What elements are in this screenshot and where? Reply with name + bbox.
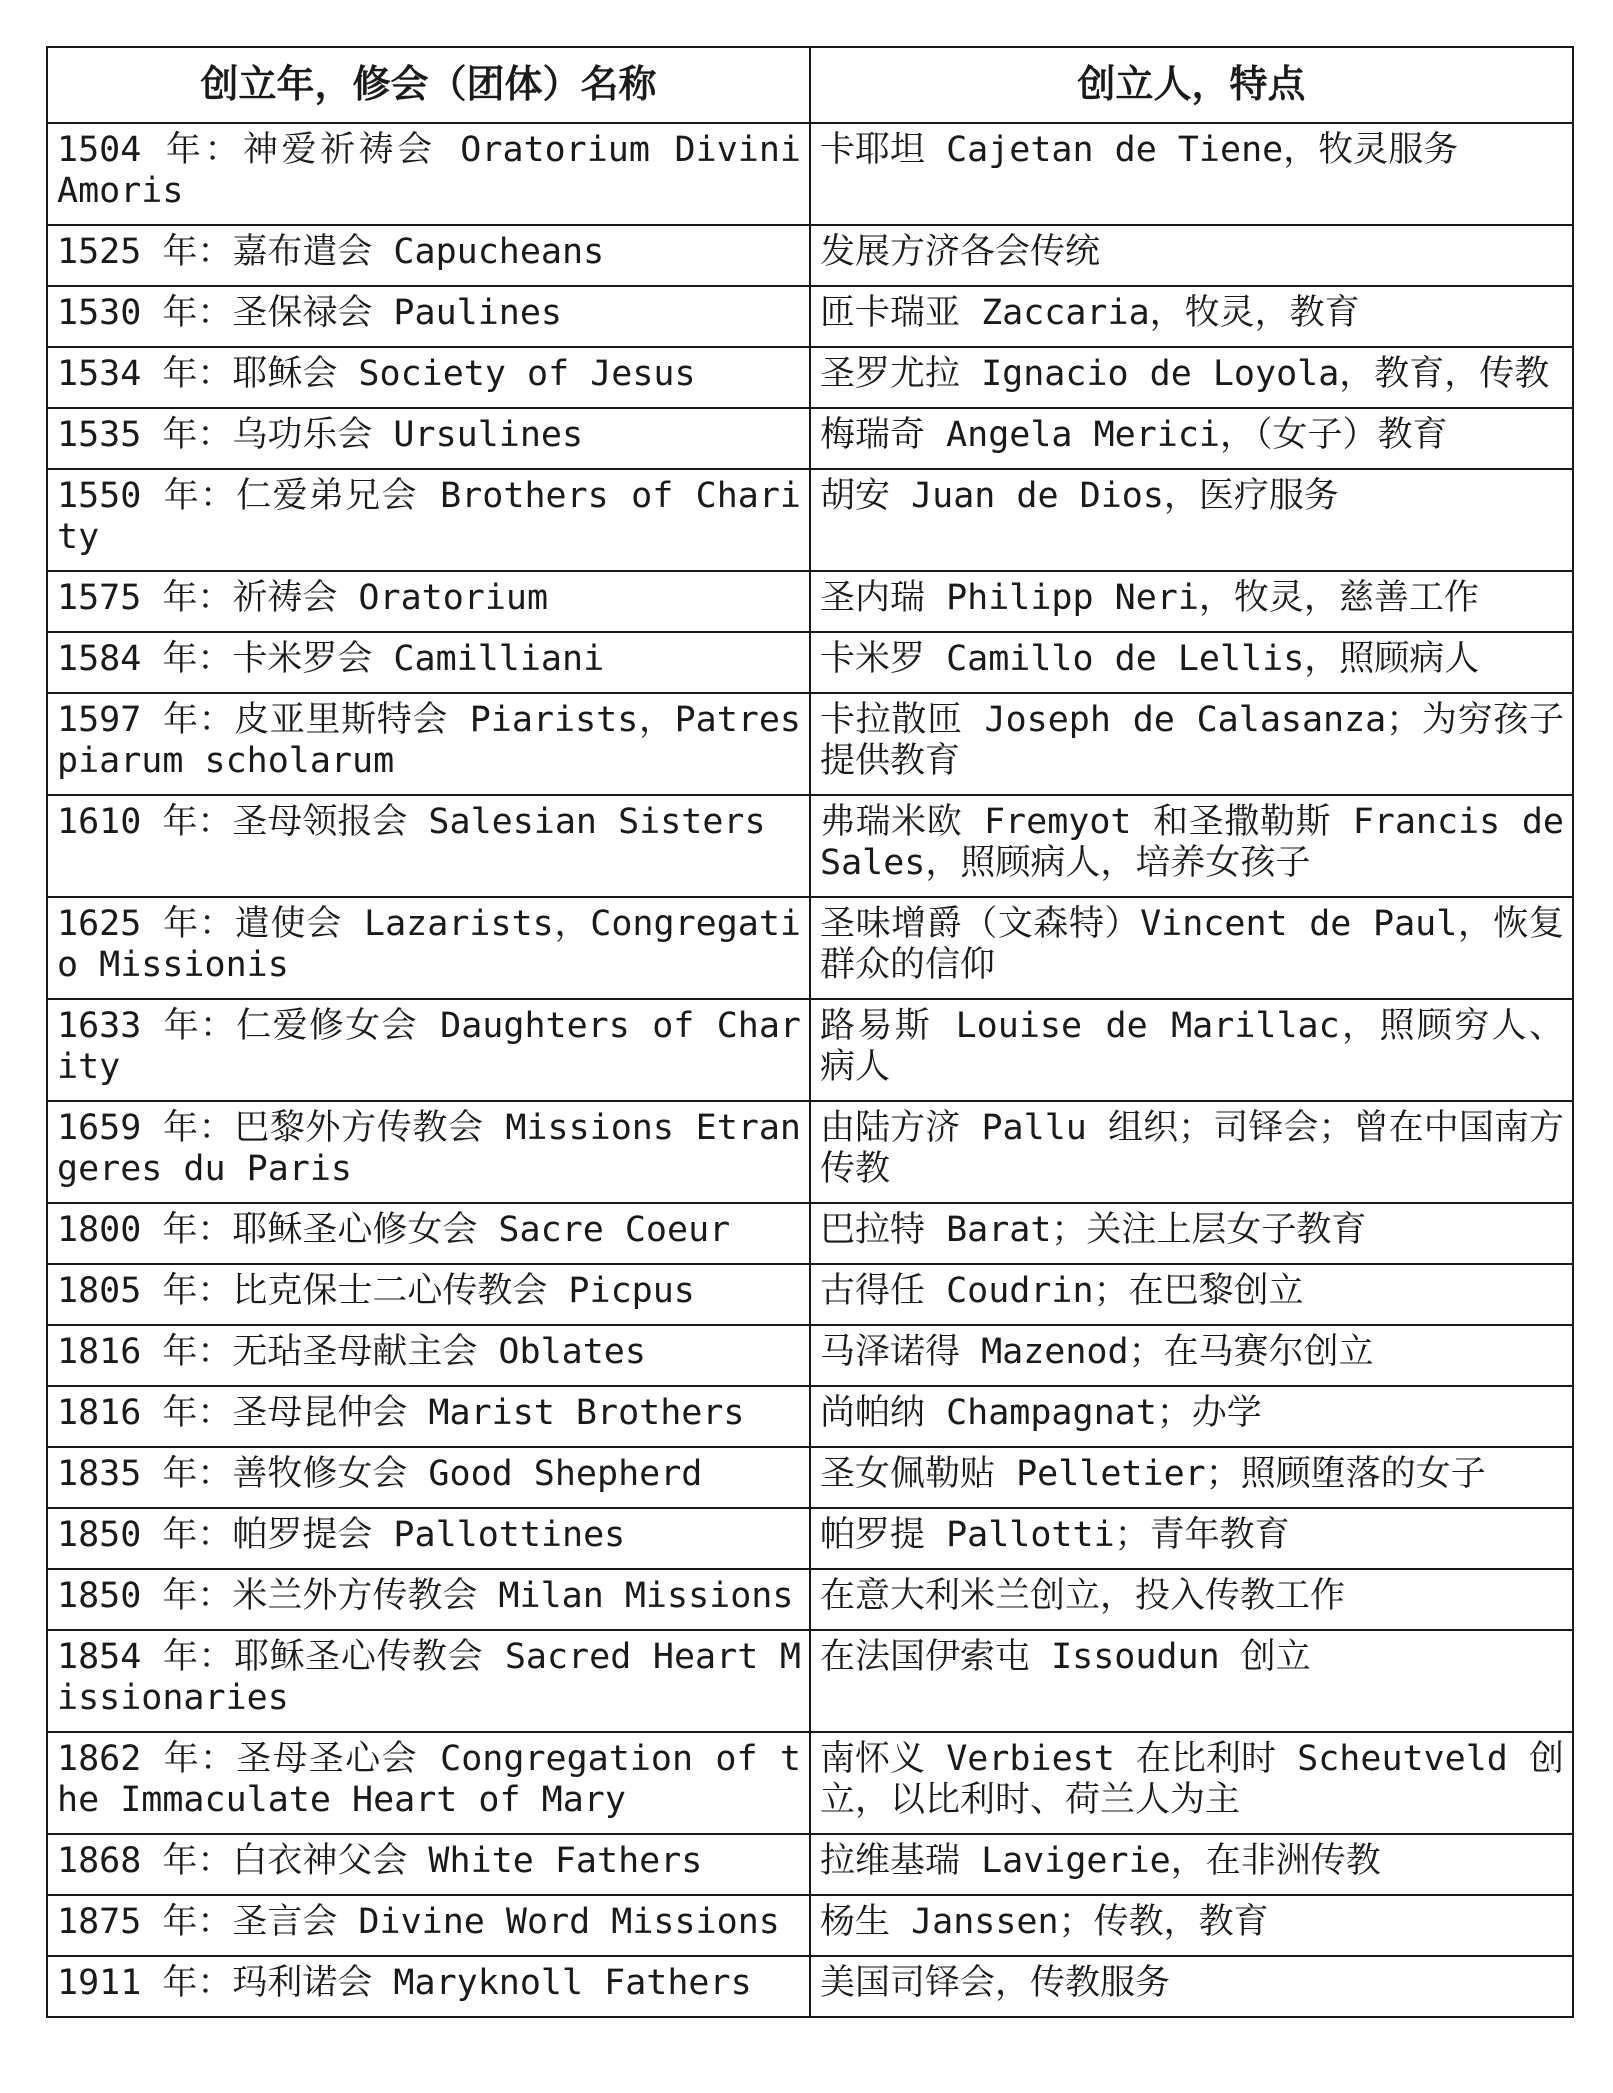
table-row xyxy=(47,1101,1573,1203)
order-name-cell: 1525 年：嘉布遣会 Capucheans xyxy=(47,225,810,286)
order-name-cell: 1535 年：乌功乐会 Ursulines xyxy=(47,408,810,469)
order-name-cell: 1862 年：圣母圣心会 Congregation of the Immaculate Heart of Mary xyxy=(47,1732,810,1834)
order-name-cell: 1625 年：遣使会 Lazarists，Congregatio Missionis xyxy=(47,897,810,999)
table-row xyxy=(47,897,1573,999)
table-row xyxy=(47,1447,1573,1508)
order-name-cell: 1534 年：耶稣会 Society of Jesus xyxy=(47,347,810,408)
document-page xyxy=(46,46,1572,2018)
founder-cell: 美国司铎会，传教服务 xyxy=(810,1956,1573,2017)
order-name-cell: 1911 年：玛利诺会 Maryknoll Fathers xyxy=(47,1956,810,2017)
table-row xyxy=(47,1630,1573,1732)
founder-cell: 在法国伊索屯 Issoudun 创立 xyxy=(810,1630,1573,1732)
table-row xyxy=(47,1569,1573,1630)
order-name-cell: 1633 年：仁爱修女会 Daughters of Charity xyxy=(47,999,810,1101)
founder-cell: 梅瑞奇 Angela Merici，（女子）教育 xyxy=(810,408,1573,469)
order-name-cell: 1854 年：耶稣圣心传教会 Sacred Heart Missionaries xyxy=(47,1630,810,1732)
table-row xyxy=(47,225,1573,286)
founder-cell: 杨生 Janssen；传教，教育 xyxy=(810,1895,1573,1956)
order-name-cell: 1816 年：圣母昆仲会 Marist Brothers xyxy=(47,1386,810,1447)
founder-cell: 圣内瑞 Philipp Neri，牧灵，慈善工作 xyxy=(810,571,1573,632)
table-row xyxy=(47,1508,1573,1569)
founder-cell: 卡米罗 Camillo de Lellis，照顾病人 xyxy=(810,632,1573,693)
table-row xyxy=(47,571,1573,632)
founder-cell: 卡拉散匝 Joseph de Calasanza；为穷孩子提供教育 xyxy=(810,693,1573,795)
order-name-cell: 1504 年：神爱祈祷会 Oratorium Divini Amoris xyxy=(47,123,810,225)
founder-cell: 古得任 Coudrin；在巴黎创立 xyxy=(810,1264,1573,1325)
founder-cell: 在意大利米兰创立，投入传教工作 xyxy=(810,1569,1573,1630)
founder-cell: 圣味增爵（文森特）Vincent de Paul，恢复群众的信仰 xyxy=(810,897,1573,999)
founder-cell: 圣罗尤拉 Ignacio de Loyola，教育，传教 xyxy=(810,347,1573,408)
table-row xyxy=(47,1264,1573,1325)
table-row xyxy=(47,1386,1573,1447)
table-row xyxy=(47,632,1573,693)
founder-cell: 尚帕纳 Champagnat；办学 xyxy=(810,1386,1573,1447)
order-name-cell: 1575 年：祈祷会 Oratorium xyxy=(47,571,810,632)
table-row xyxy=(47,795,1573,897)
founder-cell: 卡耶坦 Cajetan de Tiene，牧灵服务 xyxy=(810,123,1573,225)
table-row xyxy=(47,693,1573,795)
table-row xyxy=(47,123,1573,225)
order-name-cell: 1550 年：仁爱弟兄会 Brothers of Charity xyxy=(47,469,810,571)
founder-cell: 路易斯 Louise de Marillac，照顾穷人、病人 xyxy=(810,999,1573,1101)
order-name-cell: 1610 年：圣母领报会 Salesian Sisters xyxy=(47,795,810,897)
order-name-cell: 1868 年：白衣神父会 White Fathers xyxy=(47,1834,810,1895)
order-name-cell: 1835 年：善牧修女会 Good Shepherd xyxy=(47,1447,810,1508)
founder-cell: 巴拉特 Barat；关注上层女子教育 xyxy=(810,1203,1573,1264)
table-row xyxy=(47,999,1573,1101)
table-row xyxy=(47,1834,1573,1895)
order-name-cell: 1584 年：卡米罗会 Camilliani xyxy=(47,632,810,693)
religious-orders-table xyxy=(46,46,1574,2018)
founder-cell: 胡安 Juan de Dios，医疗服务 xyxy=(810,469,1573,571)
order-name-cell: 1530 年：圣保禄会 Paulines xyxy=(47,286,810,347)
column-header-founder: 创立人，特点 xyxy=(810,47,1573,123)
table-header-row xyxy=(47,47,1573,123)
founder-cell: 马泽诺得 Mazenod；在马赛尔创立 xyxy=(810,1325,1573,1386)
table-row xyxy=(47,1895,1573,1956)
founder-cell: 由陆方济 Pallu 组织；司铎会；曾在中国南方传教 xyxy=(810,1101,1573,1203)
table-row xyxy=(47,1325,1573,1386)
table-row xyxy=(47,347,1573,408)
order-name-cell: 1875 年：圣言会 Divine Word Missions xyxy=(47,1895,810,1956)
founder-cell: 匝卡瑞亚 Zaccaria，牧灵，教育 xyxy=(810,286,1573,347)
column-header-order-name: 创立年，修会（团体）名称 xyxy=(47,47,810,123)
founder-cell: 发展方济各会传统 xyxy=(810,225,1573,286)
founder-cell: 拉维基瑞 Lavigerie，在非洲传教 xyxy=(810,1834,1573,1895)
table-row xyxy=(47,1203,1573,1264)
founder-cell: 帕罗提 Pallotti；青年教育 xyxy=(810,1508,1573,1569)
table-row xyxy=(47,1956,1573,2017)
founder-cell: 圣女佩勒贴 Pelletier；照顾堕落的女子 xyxy=(810,1447,1573,1508)
order-name-cell: 1597 年：皮亚里斯特会 Piarists，Patres piarum scholarum xyxy=(47,693,810,795)
founder-cell: 弗瑞米欧 Fremyot 和圣撒勒斯 Francis de Sales，照顾病人，培养女孩子 xyxy=(810,795,1573,897)
order-name-cell: 1659 年：巴黎外方传教会 Missions Etrangeres du Paris xyxy=(47,1101,810,1203)
table-row xyxy=(47,469,1573,571)
table-row xyxy=(47,286,1573,347)
order-name-cell: 1816 年：无玷圣母献主会 Oblates xyxy=(47,1325,810,1386)
table-row xyxy=(47,1732,1573,1834)
order-name-cell: 1850 年：帕罗提会 Pallottines xyxy=(47,1508,810,1569)
founder-cell: 南怀义 Verbiest 在比利时 Scheutveld 创立，以比利时、荷兰人为主 xyxy=(810,1732,1573,1834)
order-name-cell: 1850 年：米兰外方传教会 Milan Missions xyxy=(47,1569,810,1630)
table-row xyxy=(47,408,1573,469)
order-name-cell: 1805 年：比克保士二心传教会 Picpus xyxy=(47,1264,810,1325)
order-name-cell: 1800 年：耶稣圣心修女会 Sacre Coeur xyxy=(47,1203,810,1264)
